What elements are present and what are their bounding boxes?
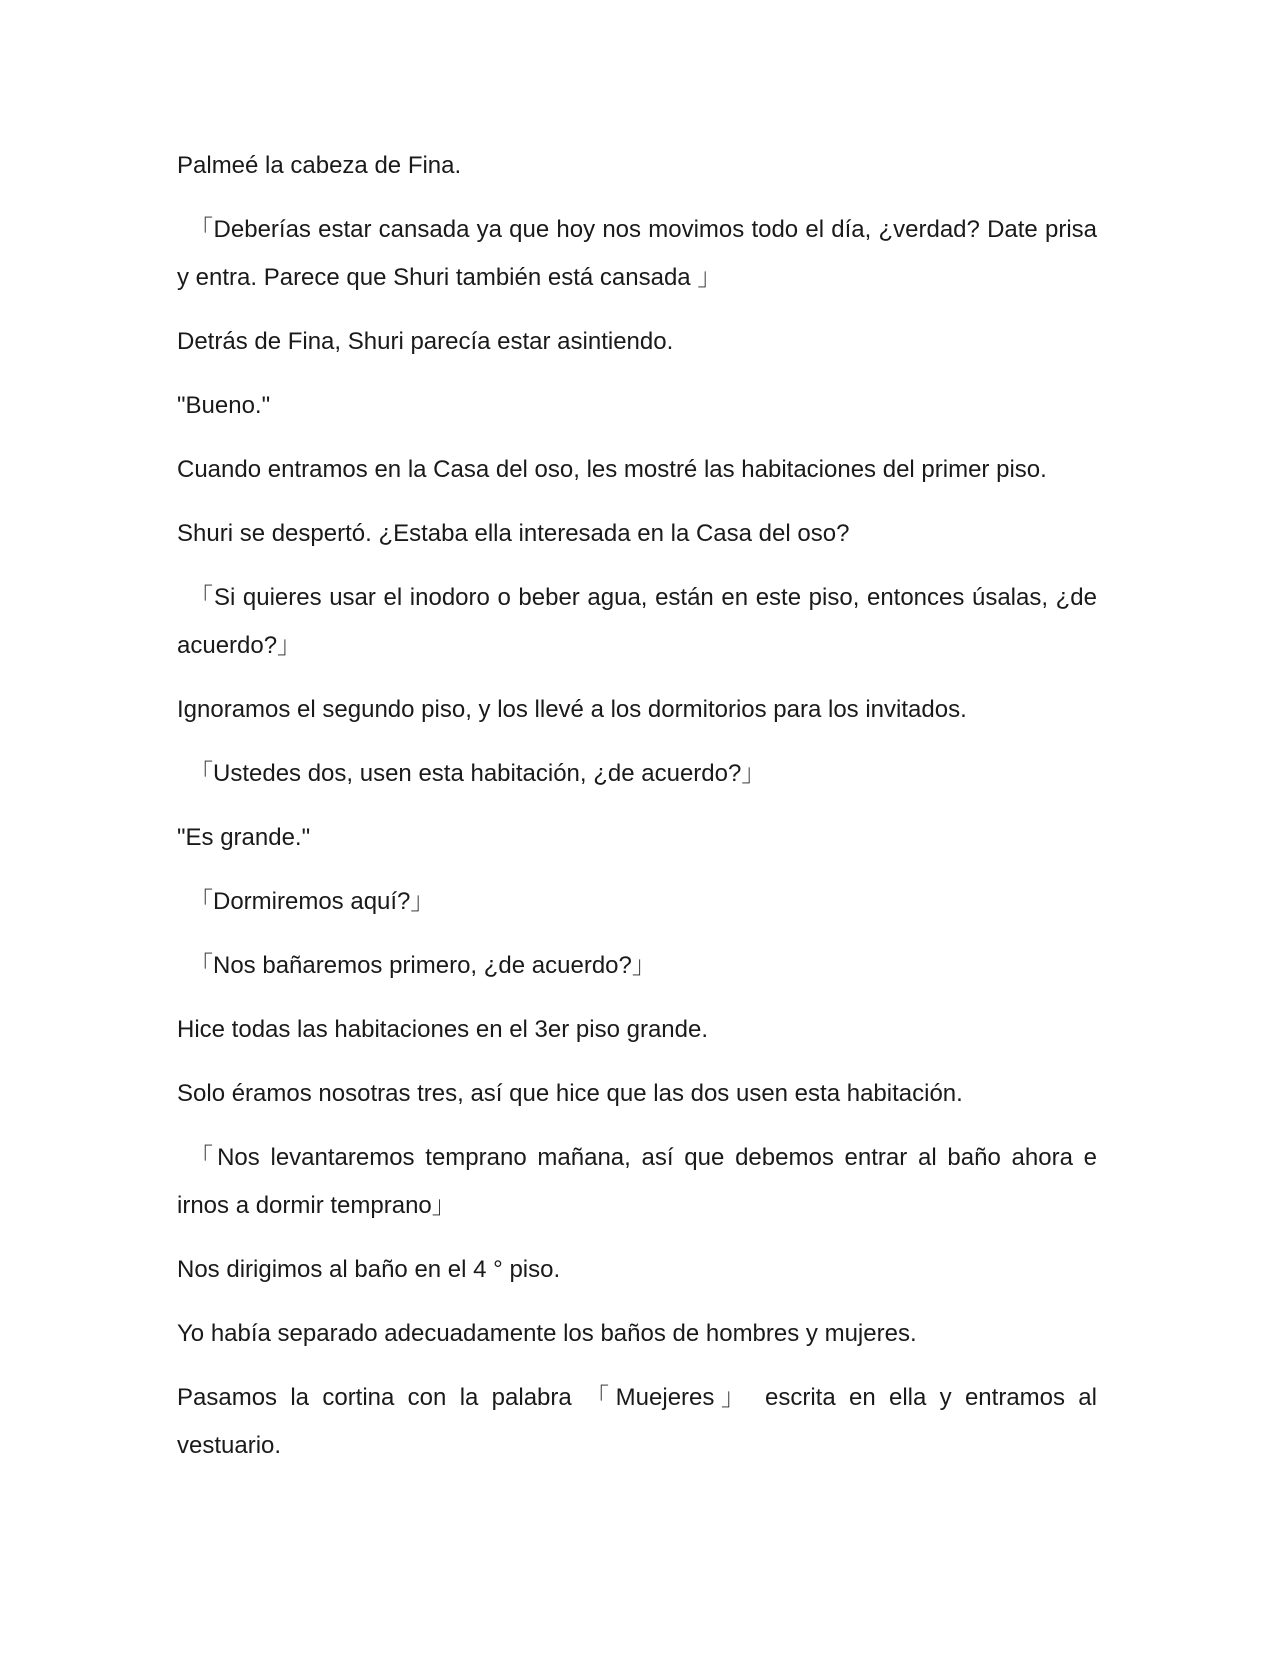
- paragraph: Yo había separado adecuadamente los baños de hombres y mujeres.: [177, 1320, 917, 1347]
- paragraph: "Es grande.": [177, 824, 311, 851]
- paragraph: Pasamos la cortina con la palabra 「Muejeres」 escrita en ella y entramos al vestuario.: [177, 1384, 1097, 1459]
- dialogue-paragraph: 「Nos levantaremos temprano mañana, así que debemos entrar al baño ahora e irnos a dormir temprano」: [177, 1144, 1097, 1219]
- dialogue-paragraph: 「Dormiremos aquí?」: [189, 888, 435, 915]
- paragraph: Detrás de Fina, Shuri parecía estar asintiendo.: [177, 328, 674, 355]
- dialogue-paragraph: 「Nos bañaremos primero, ¿de acuerdo?」: [189, 952, 656, 979]
- paragraph: "Bueno.": [177, 392, 271, 419]
- paragraph: Cuando entramos en la Casa del oso, les mostré las habitaciones del primer piso.: [177, 456, 1047, 483]
- document-body: [177, 142, 1097, 1486]
- dialogue-paragraph: 「Ustedes dos, usen esta habitación, ¿de acuerdo?」: [189, 760, 766, 787]
- dialogue-paragraph: 「Deberías estar cansada ya que hoy nos movimos todo el día, ¿verdad? Date prisa y entra. Parece que Shuri también está cansada 」: [177, 216, 1097, 291]
- paragraph: Nos dirigimos al baño en el 4 ° piso.: [177, 1256, 561, 1283]
- paragraph: Ignoramos el segundo piso, y los llevé a los dormitorios para los invitados.: [177, 696, 967, 723]
- dialogue-paragraph: 「Si quieres usar el inodoro o beber agua, están en este piso, entonces úsalas, ¿de acuerdo?」: [177, 584, 1097, 659]
- paragraph: Hice todas las habitaciones en el 3er piso grande.: [177, 1016, 708, 1043]
- paragraph: Solo éramos nosotras tres, así que hice que las dos usen esta habitación.: [177, 1080, 963, 1107]
- paragraph: Palmeé la cabeza de Fina.: [177, 152, 462, 179]
- paragraph: Shuri se despertó. ¿Estaba ella interesada en la Casa del oso?: [177, 520, 850, 547]
